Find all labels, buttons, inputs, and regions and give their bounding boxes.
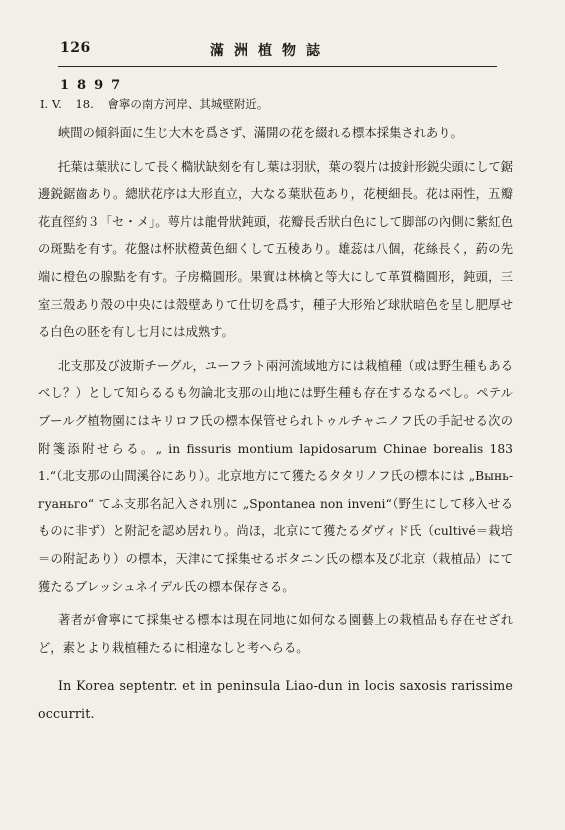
page-number: 126 — [60, 40, 91, 56]
paragraph-distribution: 北支那及び波斯チーグル，ユーフラト兩河流域地方には栽植種（或は野生種もあるべし？）として知らるるも勿論北支那の山地には野生種も存在するなるべし。ペテルブールグ植物園にはキリロフ氏の標本保管せられトゥルチャニノフ氏の手記せる次の附箋添附せらる。„ in fissuris montium lapidosarum Chinae borealis 1831.“（北支那の山間溪谷にあり）。北京地方にて獲たるタタリノフ氏の標本には „Вынь-гуаньго“ てふ支那名記入され別に „Spontanea non inveni“（野生にして移入せるものに非ず）と附記を認め居れり。尚ほ，北京にて獲たるダヴィド氏（cultivé＝栽培＝の附記あり）の標本，天津にて採集せるボタニン氏の標本及び北京（栽植品）にて獲たるブレッシュネイデル氏の標本保存さる。 — [38, 358, 513, 594]
paragraph-habitat: 峽間の傾斜面に生じ大木を爲さず、滿開の花を綴れる標本採集されあり。 — [58, 126, 463, 140]
paragraph-conclusion: 著者が會寧にて採集せる標本は現在同地に如何なる園藝上の栽植品も存在せざれど，素とより栽植種たるに相違なしと考へらる。 — [38, 613, 513, 655]
record-locality: 會寧の南方河岸、其城壁附近。 — [107, 97, 269, 111]
body-text — [38, 120, 513, 733]
record-entry — [40, 96, 278, 112]
paragraph-latin-summary: In Korea septentr. et in peninsula Liao-dun in locis saxosis rarissime occurrit. — [38, 678, 513, 721]
paragraph-description: 托葉は葉狀にして長く橢狀缺刻を有し葉は羽狀，葉の裂片は披針形鋭尖頭にして鋸邊鋭鋸齒あり。總狀花序は大形直立，大なる葉狀苞あり，花梗細長。花は兩性，五瓣花直徑約３「セ・メ」。萼片は龍骨狀鈍頭，花瓣長舌狀白色にして脚部の內側に紫紅色の斑點を有す。花盤は杯狀橙黃色細くして五稜あり。雄蕊は八個，花絲長く，葯の先端に橙色の腺點を有す。子房橢圓形。果實は林檎と等大にして革質橢圓形，鈍頭，三室三殼あり殼の中央には殼壁ありて仕切を爲す，種子大形殆ど球狀暗色を呈し肥厚せる白色の胚を有し七月には成熟す。 — [38, 159, 513, 340]
running-title: 滿洲植物誌 — [210, 43, 330, 59]
page-header — [60, 40, 493, 62]
header-rule — [58, 66, 497, 67]
record-date-num: 18. — [75, 97, 94, 111]
record-date-day: I. V. — [40, 97, 62, 111]
record-year: 1897 — [60, 78, 129, 93]
